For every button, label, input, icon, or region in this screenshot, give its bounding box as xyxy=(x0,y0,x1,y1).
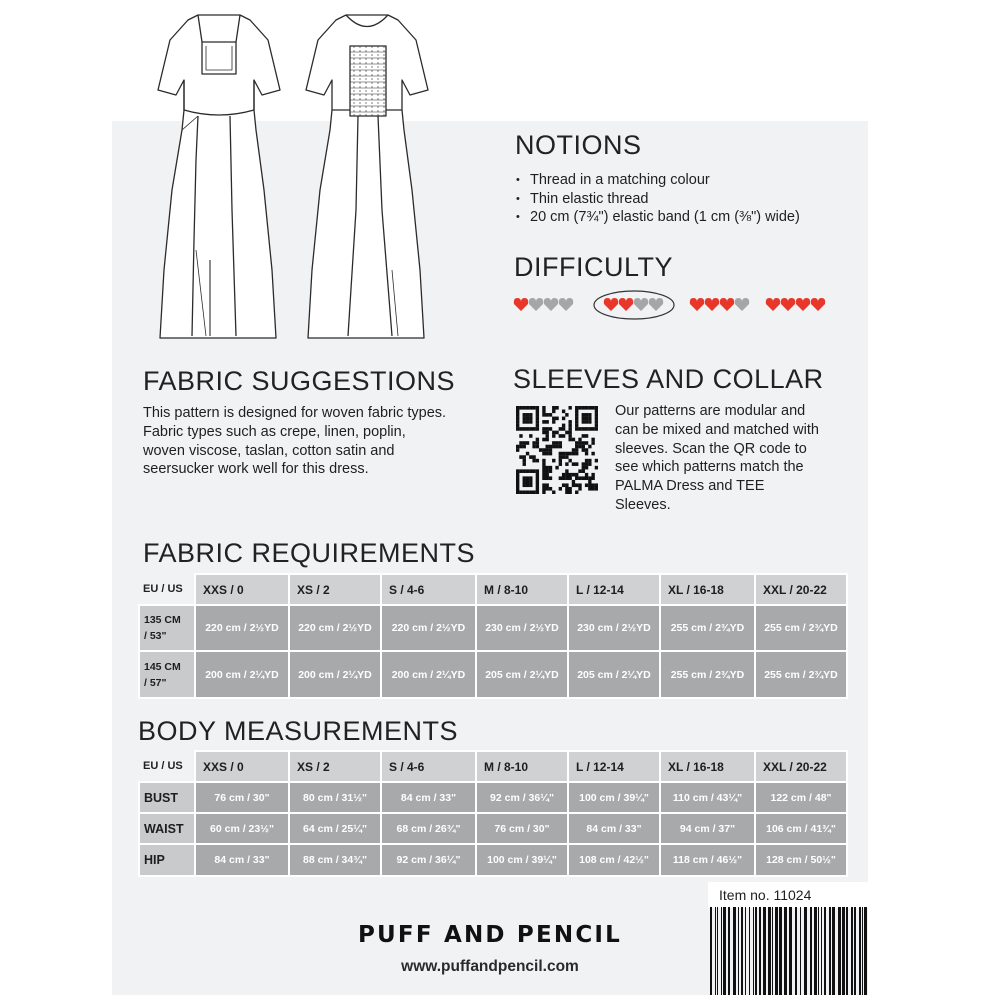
measurement-label: BUST xyxy=(139,782,195,813)
table-cell: 118 cm / 46½" xyxy=(660,844,755,876)
heart-icon xyxy=(735,298,749,311)
text-line: PALMA Dress and TEE xyxy=(615,478,765,495)
table-cell: 122 cm / 48" xyxy=(755,782,847,813)
table-cell: 220 cm / 2½YD xyxy=(289,605,381,651)
table-cell: 200 cm / 2¼YD xyxy=(381,651,476,698)
table-cell: 84 cm / 33" xyxy=(381,782,476,813)
sleeves-collar-heading: SLEEVES AND COLLAR xyxy=(513,364,824,394)
table-cell: 94 cm / 37" xyxy=(660,813,755,844)
difficulty-level-2 xyxy=(604,298,663,311)
difficulty-level-1 xyxy=(514,298,573,311)
size-header: M / 8-10 xyxy=(476,574,568,605)
size-header: S / 4-6 xyxy=(381,751,476,782)
difficulty-rating xyxy=(512,290,842,326)
list-item: • Thin elastic thread xyxy=(514,190,800,209)
table-cell: 110 cm / 43¼" xyxy=(660,782,755,813)
text-line: woven viscose, taslan, cotton satin and xyxy=(143,442,395,459)
text-line: seersucker work well for this dress. xyxy=(143,461,369,478)
text-line: This pattern is designed for woven fabric types. xyxy=(143,405,447,421)
table-cell: 92 cm / 36¼" xyxy=(381,844,476,876)
table-cell: 80 cm / 31½" xyxy=(289,782,381,813)
size-header: XXL / 20-22 xyxy=(755,574,847,605)
table-row xyxy=(139,813,847,844)
table-row xyxy=(139,605,847,651)
list-item: • 20 cm (7¾") elastic band (1 cm (⅜") wide) xyxy=(514,208,800,227)
table-cell: 60 cm / 23½" xyxy=(195,813,289,844)
brand-logo: PUFF AND PENCIL xyxy=(357,922,623,948)
table-row xyxy=(139,844,847,876)
table-cell: 88 cm / 34¾" xyxy=(289,844,381,876)
table-cell: 255 cm / 2¾YD xyxy=(755,605,847,651)
fabric-suggestions-heading: FABRIC SUGGESTIONS xyxy=(143,366,456,396)
corner-label: EU / US xyxy=(139,574,195,605)
difficulty-level-3 xyxy=(690,298,749,311)
text-line: can be mixed and matched with xyxy=(615,421,819,438)
corner-label: EU / US xyxy=(139,751,195,782)
table-cell: 68 cm / 26¾" xyxy=(381,813,476,844)
text-line: Fabric types such as crepe, linen, poplin, xyxy=(143,423,406,440)
heart-icon xyxy=(529,298,543,311)
size-header: L / 12-14 xyxy=(568,574,660,605)
fabric-requirements-heading: FABRIC REQUIREMENTS xyxy=(143,538,476,568)
list-item: • Thread in a matching colour xyxy=(514,171,800,190)
heart-icon xyxy=(559,298,573,311)
fabric-width-label: 145 CM / 57" xyxy=(139,651,195,698)
table-cell: 76 cm / 30" xyxy=(195,782,289,813)
table-cell: 106 cm / 41¾" xyxy=(755,813,847,844)
notions-heading: NOTIONS xyxy=(515,130,642,160)
size-header: S / 4-6 xyxy=(381,574,476,605)
heart-icon xyxy=(634,298,648,311)
table-cell: 92 cm / 36¼" xyxy=(476,782,568,813)
measurement-label: HIP xyxy=(139,844,195,876)
table-cell: 255 cm / 2¾YD xyxy=(755,651,847,698)
size-header: XL / 16-18 xyxy=(660,574,755,605)
difficulty-level-4 xyxy=(766,298,825,311)
table-cell: 84 cm / 33" xyxy=(195,844,289,876)
heart-icon xyxy=(811,298,825,311)
size-header: XXS / 0 xyxy=(195,751,289,782)
heart-icon xyxy=(690,298,704,311)
text-line: Sleeves. xyxy=(615,496,671,513)
difficulty-heading: DIFFICULTY xyxy=(514,252,673,282)
heart-icon xyxy=(766,298,780,311)
table-cell: 76 cm / 30" xyxy=(476,813,568,844)
notions-list xyxy=(514,171,800,227)
table-cell: 128 cm / 50½" xyxy=(755,844,847,876)
text-line: Our patterns are modular and xyxy=(615,403,806,419)
heart-icon xyxy=(705,298,719,311)
website-url: www.puffandpencil.com xyxy=(401,958,579,975)
qr-code xyxy=(516,406,598,494)
table-cell: 200 cm / 2¼YD xyxy=(195,651,289,698)
table-cell: 230 cm / 2½YD xyxy=(568,605,660,651)
heart-icon xyxy=(796,298,810,311)
size-header: XL / 16-18 xyxy=(660,751,755,782)
table-cell: 100 cm / 39¼" xyxy=(568,782,660,813)
item-number: Item no. 11024 xyxy=(708,882,868,908)
table-cell: 205 cm / 2¼YD xyxy=(476,651,568,698)
text-line: sleeves. Scan the QR code to xyxy=(615,440,807,457)
barcode xyxy=(708,907,868,995)
measurement-label: WAIST xyxy=(139,813,195,844)
heart-icon xyxy=(514,298,528,311)
size-header: XXL / 20-22 xyxy=(755,751,847,782)
heart-icon xyxy=(649,298,663,311)
fabric-width-label: 135 CM / 53" xyxy=(139,605,195,651)
dress-back-illustration xyxy=(306,15,428,338)
heart-icon xyxy=(781,298,795,311)
table-cell: 230 cm / 2½YD xyxy=(476,605,568,651)
fabric-suggestions-text xyxy=(143,404,446,479)
heart-icon xyxy=(619,298,633,311)
table-cell: 200 cm / 2¼YD xyxy=(289,651,381,698)
table-cell: 84 cm / 33" xyxy=(568,813,660,844)
fabric-requirements-table xyxy=(138,573,848,699)
table-row xyxy=(139,782,847,813)
size-header: XS / 2 xyxy=(289,751,381,782)
dress-front-illustration xyxy=(158,15,280,338)
table-cell: 64 cm / 25¼" xyxy=(289,813,381,844)
heart-icon xyxy=(720,298,734,311)
heart-icon xyxy=(544,298,558,311)
body-measurements-table xyxy=(138,750,848,877)
heart-icon xyxy=(604,298,618,311)
size-header: M / 8-10 xyxy=(476,751,568,782)
table-cell: 205 cm / 2¼YD xyxy=(568,651,660,698)
size-header: XXS / 0 xyxy=(195,574,289,605)
table-cell: 220 cm / 2½YD xyxy=(381,605,476,651)
table-cell: 220 cm / 2½YD xyxy=(195,605,289,651)
table-cell: 255 cm / 2¾YD xyxy=(660,651,755,698)
text-line: see which patterns match the xyxy=(615,459,804,476)
table-cell: 255 cm / 2¾YD xyxy=(660,605,755,651)
size-header: XS / 2 xyxy=(289,574,381,605)
sleeves-collar-text xyxy=(615,402,819,515)
table-cell: 100 cm / 39¼" xyxy=(476,844,568,876)
table-row xyxy=(139,651,847,698)
size-header: L / 12-14 xyxy=(568,751,660,782)
table-cell: 108 cm / 42½" xyxy=(568,844,660,876)
body-measurements-heading: BODY MEASUREMENTS xyxy=(138,716,459,746)
dress-illustrations xyxy=(150,10,440,350)
